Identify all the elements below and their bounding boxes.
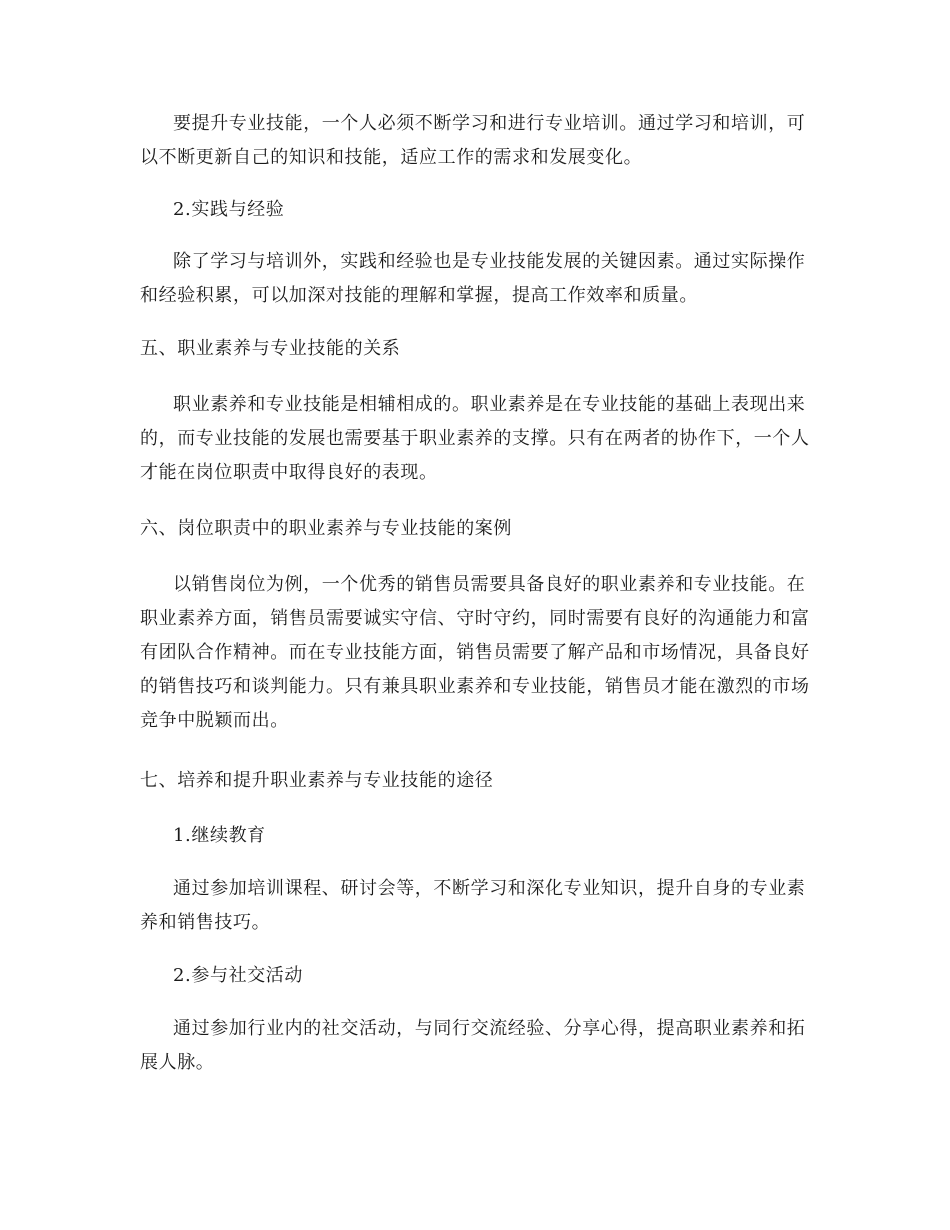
paragraph-social-activities	[140, 1012, 820, 1080]
paragraph-text: 除了学习与培训外，实践和经验也是专业技能发展的关键因素。通过实际操作和经验积累，可以加深对技能的理解和掌握，提高工作效率和质量。	[140, 251, 806, 306]
paragraph-text: 以销售岗位为例，一个优秀的销售员需要具备良好的职业素养和专业技能。在职业素养方面，销售员需要诚实守信、守时守约，同时需要有良好的沟通能力和富有团队合作精神。而在专业技能方面，销售员需要了解产品和市场情况，具备良好的销售技巧和谈判能力。只有兼具职业素养和专业技能，销售员才能在激烈的市场竞争中脱颖而出。	[140, 574, 810, 731]
section-heading-7	[140, 764, 820, 798]
paragraph-relationship	[140, 388, 820, 490]
paragraph-text: 要提升专业技能，一个人必须不断学习和进行专业培训。通过学习和培训，可以不断更新自己的知识和技能，适应工作的需求和发展变化。	[140, 113, 806, 168]
heading-text: 七、培养和提升职业素养与专业技能的途径	[140, 770, 494, 791]
subheading-practice-experience	[140, 193, 820, 227]
section-heading-6	[140, 512, 820, 546]
paragraph-skill-training	[140, 107, 820, 175]
paragraph-practice	[140, 245, 820, 313]
subheading-continuing-education	[140, 819, 820, 853]
paragraph-continuing-education	[140, 872, 820, 940]
heading-text: 五、职业素养与专业技能的关系	[140, 338, 401, 359]
paragraph-text: 职业素养和专业技能是相辅相成的。职业素养是在专业技能的基础上表现出来的，而专业技能的发展也需要基于职业素养的支撑。只有在两者的协作下，一个人才能在岗位职责中取得良好的表现。	[140, 394, 810, 483]
subheading-text: 2.参与社交活动	[173, 965, 303, 986]
heading-text: 六、岗位职责中的职业素养与专业技能的案例	[140, 518, 512, 539]
paragraph-text: 通过参加培训课程、研讨会等，不断学习和深化专业知识，提升自身的专业素养和销售技巧。	[140, 878, 806, 933]
subheading-text: 2.实践与经验	[173, 199, 285, 220]
subheading-social-activities	[140, 959, 820, 993]
paragraph-text: 通过参加行业内的社交活动，与同行交流经验、分享心得，提高职业素养和拓展人脉。	[140, 1018, 806, 1073]
subheading-text: 1.继续教育	[173, 825, 266, 846]
paragraph-sales-case	[140, 568, 820, 738]
section-heading-5	[140, 332, 820, 366]
